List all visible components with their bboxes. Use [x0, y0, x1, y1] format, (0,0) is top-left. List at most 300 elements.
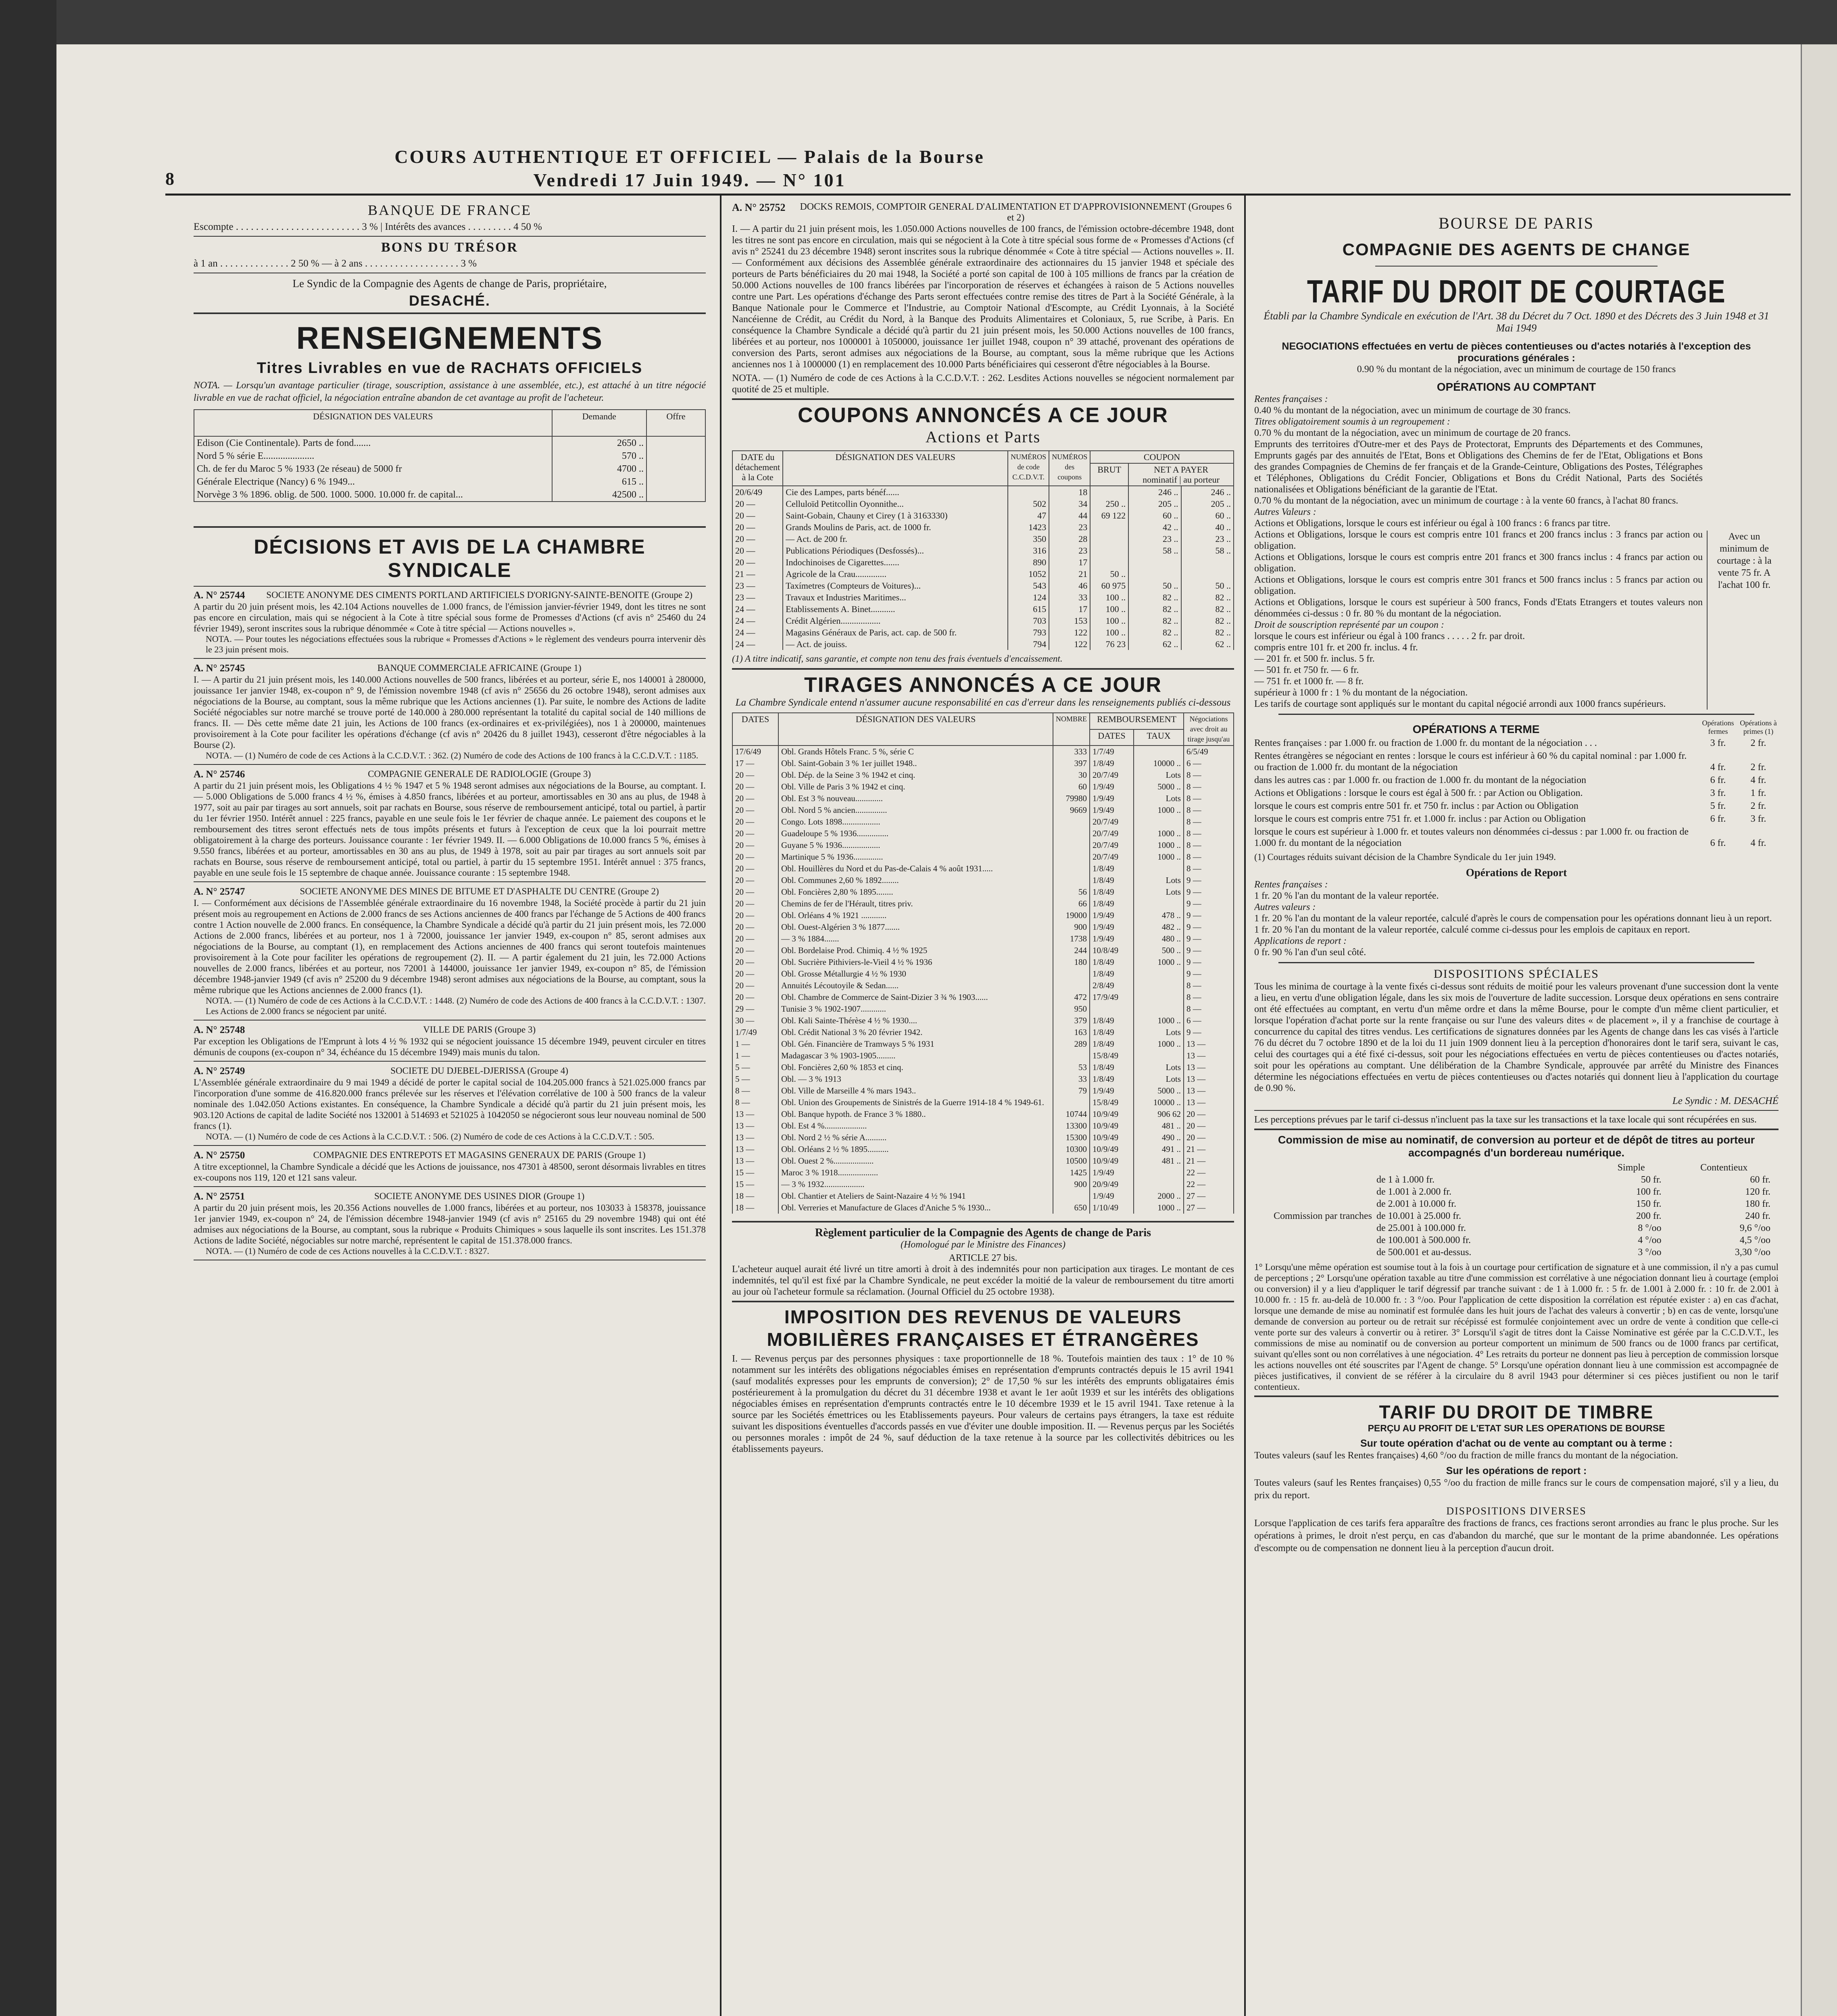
renseignements-title: RENSEIGNEMENTS: [296, 320, 603, 356]
col-header: Offre: [646, 410, 705, 436]
avis-heading: [194, 1025, 706, 1036]
table-cell: 82 ..: [1181, 627, 1234, 638]
renseignements-subtitle: Titres Livrables en vue de RACHATS OFFICIELS: [256, 360, 643, 377]
table-row: Ch. de fer du Maroc 5 % 1933 (2e réseau) de 5000 fr 4700 ..: [194, 462, 705, 475]
table-row: [732, 851, 1234, 863]
courtage-subtitle: Établi par la Chambre Syndicale en exécution de l'Art. 38 du Décret du 7 Oct. 1890 et des Décrets des 3 Juin 1948 et 31 Mai 1949: [1264, 310, 1769, 334]
table-cell: 120 fr.: [1745, 1187, 1770, 1197]
table-cell: Obl. Foncières 2,60 % 1853 et cinq.: [778, 1062, 1053, 1073]
table-cell: 79: [1053, 1085, 1090, 1097]
terme-prime: 2 fr.: [1750, 801, 1766, 811]
terme-row: [1254, 737, 1779, 749]
report-lines: [1254, 879, 1779, 958]
table-cell: 100 ..: [1090, 615, 1128, 627]
table-cell: 1/8/49: [1090, 758, 1134, 769]
table-row: [732, 945, 1234, 956]
table-cell: 20 —: [1184, 1132, 1234, 1143]
table-cell: 66: [1053, 898, 1090, 910]
table-row: [732, 781, 1234, 793]
table-cell: 1/8/49: [1090, 956, 1134, 968]
table-cell: 906 62: [1134, 1108, 1184, 1120]
table-row: [732, 1085, 1234, 1097]
table-cell: [1128, 568, 1181, 580]
decisions-title: DÉCISIONS ET AVIS DE LA CHAMBRE SYNDICALE: [254, 535, 646, 581]
table-row: [732, 898, 1234, 910]
table-cell: 20 —: [1184, 1108, 1234, 1120]
table-cell: 9 —: [1184, 945, 1234, 956]
table-cell: 794: [1008, 638, 1049, 650]
table-cell: [1053, 1050, 1090, 1062]
report-line: Autres valeurs :: [1254, 902, 1316, 912]
table-cell: 650: [1053, 1202, 1090, 1214]
table-cell: Obl. Chambre de Commerce de Saint-Dizier 3 ¾ % 1903......: [778, 991, 1053, 1003]
table-cell: [1134, 863, 1184, 875]
table-cell: [1090, 1003, 1134, 1015]
report-heading: Opérations de Report: [1466, 866, 1567, 879]
tarif-line: Actions et Obligations, lorsque le cours est supérieur à 500 francs, Fonds d'Etats Etrangers et toutes valeurs non dénommées ci-dessus : 0 fr. 80 % du montant de la négociation.: [1254, 597, 1703, 619]
table-cell: 9 —: [1184, 910, 1234, 921]
table-row: [732, 746, 1234, 758]
table-cell: de 1 à 1.000 fr.: [1376, 1175, 1435, 1185]
table-cell: 1738: [1053, 933, 1090, 945]
table-cell: Cie des Lampes, parts bénéf......: [783, 486, 1008, 498]
table-cell: 79980: [1053, 793, 1090, 804]
table-cell: 246 ..: [1181, 486, 1234, 498]
table-row: [732, 603, 1234, 615]
terme-prime: 4 fr.: [1750, 775, 1766, 785]
col-header: DÉSIGNATION DES VALEURS: [194, 410, 552, 436]
table-cell: 5000 ..: [1134, 781, 1184, 793]
table-row: [732, 793, 1234, 804]
newspaper-title: COURS AUTHENTIQUE ET OFFICIEL — Palais de la Bourse: [394, 146, 985, 167]
table-cell: Obl. Foncières 2,80 % 1895........: [778, 886, 1053, 898]
table-cell: 30: [1053, 769, 1090, 781]
table-cell: 1000 ..: [1134, 1015, 1184, 1027]
table-cell: 20 —: [732, 921, 778, 933]
table-cell: [1053, 851, 1090, 863]
table-cell: 46: [1049, 580, 1090, 591]
table-cell: [1053, 828, 1090, 839]
table-row: [732, 875, 1234, 886]
syndic-name: DESACHÉ.: [409, 292, 491, 309]
tarif-line: supérieur à 1000 fr : 1 % du montant de la négociation.: [1254, 687, 1468, 698]
table-cell: 289: [1053, 1038, 1090, 1050]
terme-prime: 2 fr.: [1750, 762, 1766, 773]
table-cell: 1000 ..: [1134, 851, 1184, 863]
table-cell: 1/7/49: [732, 1027, 778, 1038]
table-cell: 18 —: [732, 1190, 778, 1202]
table-row: Nord 5 % série E..................... 570 ..: [194, 450, 705, 462]
table-cell: Obl. Kali Sainte-Thérèse 4 ½ % 1930....: [778, 1015, 1053, 1027]
avis-item: [194, 590, 706, 659]
table-cell: Obl. Ouest 2 %...................: [778, 1155, 1053, 1167]
table-cell: 9 —: [1184, 886, 1234, 898]
table-cell: 478 ..: [1134, 910, 1184, 921]
table-cell: [1134, 816, 1184, 828]
terme-ferme: 6 fr.: [1710, 814, 1726, 824]
terme-desc: lorsque le cours est compris entre 501 fr. et 750 fr. inclus : par Action ou Obligation: [1254, 801, 1578, 811]
table-cell: 20 —: [1184, 1120, 1234, 1132]
avis-number: A. N° 25748: [194, 1025, 245, 1035]
timbre-text: Lorsque l'application de ces tarifs fera apparaître des fractions de francs, ces fractions seront arrondies au franc le plus proche. Sur les opérations à primes, le droit n'est perçu, en cas d'abandon du marché, que sur le montant de la prime abandonnée. Les opérations d'escompte ou de compensation ne donnent lieu à la perception d'aucun droit.: [1254, 1518, 1779, 1554]
table-cell: 20 —: [732, 863, 778, 875]
avis-heading: [194, 1191, 706, 1202]
table-cell: 21 —: [732, 568, 783, 580]
table-cell: 44: [1049, 510, 1090, 521]
tirages-table: DATES DÉSIGNATION DES VALEURS NOMBRE REMBOURSEMENT Négociations avec droit au tirage jusqu'au DATES TAUX 17/6/49 Obl. Grands Hôtels Franc. 5 %, série C 333 1/7/49 6/5/49 17 — Obl. Saint-Gobain 3 % 1er juillet 1948.. 397 1/8/49 10000 .. 6 — 20 — Obl. Dép. de la Seine 3 % 1942 et cinq. 30 20/7/49 Lots 8 — 20 — Obl. Ville de Paris 3 % 1942 et cinq. 60 1/9/49 5000 .. 8 — 20 — Obl. Est 3 % nouveau............. 79980 1/9/49 Lots 8 — 20 — Obl. Nord 5 % ancien............... 9669 1/9/49 1000 .. 8 — 20 — Congo. Lots 1898.................. 20/7/49 8 — 20 — Guadeloupe 5 % 1936............... 20/7/49 1000 .. 8 — 20 — Guyane 5 % 1936.................. 20/7/49 1000 .. 8 — 20 — Martinique 5 % 1936.............. 20/7/49 1000 .. 8 — 20 — Obl. Houillères du Nord et du Pas-de-Calais 4 % août 1931..... 1/8/49 8 — 20 — Obl. Communes 2,60 % 1892........ 1/8/49 Lots 9 — 20 — Obl. Foncières 2,80 % 1895........ 56 1/8/49 Lots 9 — 20 — Chemins de fer de l'Hérault, titres priv. 66 1/8/49 9 — 20 — Obl. Orléans 4 % 1921 ............ 19000 1/9/49 478 .. 9 — 20 — Obl. Ouest-Algérien 3 % 1877....... 900 1/9/49 482 .. 9 — 20 — — 3 % 1884....... 1738 1/9/49 480 .. 9 — 20 — Obl. Bordelaise Prod. Chimiq. 4 ½ % 1925 244 10/8/49 500 .. 9 — 20 — Obl. Sucrière Pithiviers-le-Vieil 4 ½ % 1936 180 1/8/49 1000 .. 9 — 20 — Obl. Grosse Métallurgie 4 ½ % 1930 1/8/49 9 — 20 — Annuités Lécoutoyile & Sedan...... 2/8/49 8 — 20 — Obl. Chambre de Commerce de Saint-Dizier 3 ¾ % 1903...... 472 17/9/49 8 — 29 — Tunisie 3 % 1902-1907............ 950 8 — 30 — Obl. Kali Sainte-Thérèse 4 ½ % 1930.... 379 1/8/49 1000 .. 6 — 1/7/49 Obl. Crédit National 3 % 20 février 1942. 163 1/8/49 Lots 9 — 1 — Obl. Gén. Financière de Tramways 5 % 1931 289 1/8/49 1000 .. 13 — 1 — Madagascar 3 % 1903-1905......... 15/8/49 13 — 5 — Obl. Foncières 2,60 % 1853 et cinq. 53 1/8/49 Lots 13 — 5 — Obl. — 3 % 1913 33 1/8/49 Lots 13 — 8 — Obl. Ville de Marseille 4 % mars 1943.. 79 1/9/49 5000 .. 13 — 8 — Obl. Union des Groupements de Sinistrés de la Guerre 1914-18 4 % 1949-61. 15/8/49 10000 .. 13 — 13 — Obl. Banque hypoth. de France 3 % 1880.. 10744 10/9/49 906 62 20 — 13 — Obl. Est 4 %.................... 13300 10/9/49 481 .. 20 — 13 — Obl. Nord 2 ½ % série A.......... 15300 10/9/49 490 .. 20 — 13 — Obl. Orléans 2 ½ % 1895.......... 10300 10/9/49 491 .. 21 — 13 — Obl. Ouest 2 %................... 10500 10/9/49 481 .. 21 — 15 — Maroc 3 % 1918................... 1425 1/9/49 22 — 15 — — 3 % 1932................... 900 20/9/49 22 — 18 — Obl. Chantier et Ateliers de Saint-Nazaire 4 ½ % 1941 1/9/49 2000 .. 27 — 18 — Obl. Verreries et Manufacture de Glaces d'Aniche 5 % 1930... 650 1/10/49 1000 .. 27 —: [732, 712, 1234, 1214]
table-cell: [1053, 816, 1090, 828]
column-divider: [720, 196, 721, 2016]
table-cell: 9 —: [1184, 933, 1234, 945]
table-cell: 890: [1008, 556, 1049, 568]
table-row: [1254, 1234, 1779, 1246]
terme-desc: lorsque le cours est compris entre 751 fr. et 1.000 fr. inclus : par Action ou Obligation: [1254, 814, 1586, 824]
table-cell: 1 —: [732, 1050, 778, 1062]
table-row: [732, 1003, 1234, 1015]
table-cell: 20 —: [732, 956, 778, 968]
table-cell: 50 ..: [1128, 580, 1181, 591]
table-cell: 23 —: [732, 580, 783, 591]
issue-date: Vendredi 17 Juin 1949. — N° 101: [533, 170, 846, 190]
table-cell: 33: [1049, 591, 1090, 603]
table-cell: 100 ..: [1090, 627, 1128, 638]
table-cell: 1/9/49: [1090, 921, 1134, 933]
table-cell: 13 —: [732, 1143, 778, 1155]
table-row: [1254, 1210, 1779, 1222]
page-number: 8: [165, 169, 174, 189]
table-cell: 900: [1053, 921, 1090, 933]
terme-prime: 1 fr.: [1750, 788, 1766, 798]
table-row: Générale Electrique (Nancy) 6 % 1949... 615 ..: [194, 475, 705, 488]
table-row: [732, 863, 1234, 875]
avis-item: [194, 1150, 706, 1187]
table-cell: [1090, 556, 1128, 568]
table-cell: 13 —: [732, 1155, 778, 1167]
table-cell: 60 fr.: [1750, 1175, 1770, 1185]
table-cell: 379: [1053, 1015, 1090, 1027]
table-cell: 480 ..: [1134, 933, 1184, 945]
table-row: [732, 533, 1234, 545]
table-row: [1254, 1246, 1779, 1258]
avis-item: [194, 663, 706, 765]
avis-item: [194, 1025, 706, 1062]
table-cell: 163: [1053, 1027, 1090, 1038]
tirages-title: TIRAGES ANNONCÉS A CE JOUR: [804, 673, 1162, 697]
bourse-title: BOURSE DE PARIS: [1439, 214, 1594, 232]
table-cell: [1053, 1190, 1090, 1202]
commission-label: Commission par tranches: [1274, 1211, 1372, 1221]
article-heading: ARTICLE 27 bis.: [949, 1253, 1018, 1263]
table-cell: 20 —: [732, 968, 778, 980]
table-cell: 18: [1049, 486, 1090, 498]
tarif-line: Actions et Obligations, lorsque le cours est compris entre 201 francs et 300 francs inclus : 4 francs par action ou obligation.: [1254, 552, 1703, 574]
table-row: [732, 758, 1234, 769]
table-cell: 8 —: [1184, 991, 1234, 1003]
table-cell: 8 —: [732, 1097, 778, 1108]
table-cell: 6 —: [1184, 1015, 1234, 1027]
table-cell: 900: [1053, 1179, 1090, 1190]
table-cell: 20 —: [732, 804, 778, 816]
table-row: [1254, 1186, 1779, 1198]
table-cell: 9 —: [1184, 898, 1234, 910]
table-row: [732, 1120, 1234, 1132]
table-row: Norvège 3 % 1896. oblig. de 500. 1000. 5000. 10.000 fr. de capital... 42500 ..: [194, 488, 705, 502]
avis-number: A. N° 25746: [194, 769, 245, 780]
table-cell: 20/7/49: [1090, 769, 1134, 781]
table-cell: 8 —: [1184, 839, 1234, 851]
table-row: [732, 1050, 1234, 1062]
terme-prime: 2 fr.: [1750, 738, 1766, 748]
table-cell: 9 —: [1184, 875, 1234, 886]
table-row: [732, 956, 1234, 968]
table-cell: 40 ..: [1181, 521, 1234, 533]
table-cell: 24 —: [732, 615, 783, 627]
table-cell: 1000 ..: [1134, 839, 1184, 851]
table-cell: Publications Périodiques (Desfossés)...: [783, 545, 1008, 556]
avis-nota: NOTA. — (1) Numéro de code de ces Actions nouvelles à la C.C.D.V.T. : 8327.: [206, 1246, 490, 1256]
table-cell: 10000 ..: [1134, 1097, 1184, 1108]
table-cell: 82 ..: [1128, 615, 1181, 627]
table-cell: 17/9/49: [1090, 991, 1134, 1003]
table-row: [732, 933, 1234, 945]
table-row: [732, 498, 1234, 510]
table-cell: 1/9/49: [1090, 933, 1134, 945]
table-cell: Madagascar 3 % 1903-1905.........: [778, 1050, 1053, 1062]
table-cell: 1/9/49: [1090, 910, 1134, 921]
rachats-table: [194, 409, 706, 502]
table-cell: 60: [1053, 781, 1090, 793]
table-cell: [1053, 839, 1090, 851]
table-cell: 20 —: [732, 980, 778, 991]
table-cell: 62 ..: [1181, 638, 1234, 650]
table-cell: [1134, 968, 1184, 980]
table-cell: 58 ..: [1128, 545, 1181, 556]
table-cell: — Act. de jouiss.: [783, 638, 1008, 650]
tarif-line: Titres obligatoirement soumis à un regroupement :: [1254, 417, 1450, 427]
table-row: [732, 968, 1234, 980]
table-cell: 20/7/49: [1090, 839, 1134, 851]
table-cell: 13 —: [1184, 1073, 1234, 1085]
table-cell: Obl. Communes 2,60 % 1892........: [778, 875, 1053, 886]
table-cell: 28: [1049, 533, 1090, 545]
avis-body: L'Assemblée générale extraordinaire du 9 mai 1949 a décidé de porter le capital social de 104.205.000 francs à 521.025.000 francs par l'incorporation d'une somme de 416.820.000 francs prélevée sur les réserves et l'élévation corrélative de 100 à 500 francs de la valeur nominale des 1.042.050 Actions existantes. En conséquence, la Chambre Syndicale a décidé qu'à partir du 21 juin présent mois, les 903.120 Actions de capital de ladite Société nos 132001 à 514693 et 521025 à 1042050 se négocieront sous leur nouveau nominal de 500 francs (1).: [194, 1077, 706, 1131]
table-row: [732, 1167, 1234, 1179]
avis-item: [194, 1191, 706, 1260]
avis-nota: NOTA. — (1) Numéro de code de ces Actions à la C.C.D.V.T. : 362. (2) Numéro de code des Actions de 100 francs à la C.C.D.V.T. : 1185.: [206, 750, 699, 760]
table-cell: de 2.001 à 10.000 fr.: [1376, 1199, 1456, 1209]
table-cell: 10300: [1053, 1143, 1090, 1155]
avis-company: SOCIETE ANONYME DES MINES DE BITUME ET D'ASPHALTE DU CENTRE (Groupe 2): [300, 886, 659, 896]
table-cell: de 100.001 à 500.000 fr.: [1376, 1235, 1471, 1245]
commission-label: [1254, 1186, 1376, 1198]
terme-ferme: 6 fr.: [1710, 775, 1726, 785]
table-cell: Obl. Grosse Métallurgie 4 ½ % 1930: [778, 968, 1053, 980]
table-cell: 8 —: [1184, 804, 1234, 816]
table-cell: 56: [1053, 886, 1090, 898]
coupons-note: (1) A titre indicatif, sans garantie, et compte non tenu des frais éventuels d'encaissement.: [732, 654, 1063, 664]
table-row: [732, 980, 1234, 991]
table-cell: 5 —: [732, 1062, 778, 1073]
table-cell: 1425: [1053, 1167, 1090, 1179]
terme-row: [1254, 787, 1779, 799]
table-cell: 1/8/49: [1090, 863, 1134, 875]
avis-heading: [194, 590, 706, 601]
reglement-subtitle: (Homologué par le Ministre des Finances): [900, 1239, 1066, 1250]
column-middle: [732, 202, 1234, 2016]
table-cell: Obl. Banque hypoth. de France 3 % 1880..: [778, 1108, 1053, 1120]
tarif-line: Actions et Obligations, lorsque le cours est compris entre 301 francs et 500 francs inclus : 5 francs par action ou obligation.: [1254, 575, 1703, 596]
column-left: [194, 202, 706, 2016]
table-cell: 1/8/49: [1090, 886, 1134, 898]
table-cell: 9 —: [1184, 968, 1234, 980]
table-cell: [1090, 521, 1128, 533]
table-cell: 60 975: [1090, 580, 1128, 591]
table-cell: 19000: [1053, 910, 1090, 921]
avis-heading: [194, 1066, 706, 1077]
table-cell: 20 —: [732, 533, 783, 545]
avis-number: A. N° 25744: [194, 590, 245, 601]
table-cell: 950: [1053, 1003, 1090, 1015]
table-row: [1254, 1222, 1779, 1234]
avis-body: A partir du 21 juin présent mois, les Obligations 4 ½ % 1947 et 5 % 1948 seront admises aux négociations de la Bourse, au comptant. I. — 5.000 Obligations de 5.000 francs 4 ½ %, émises à 4.850 francs, libérées et au porteur, amortissables en 30 ans au plus, de 1948 à 1977, soit au pair par tirages au sort annuels, soit par rachats en Bourse, sous réserve de remboursement anticipé, total ou partiel, à partir du 1er février 1950. Intérêt annuel : 225 francs, payable en une seule fois le 1er février de chaque année. Le paiement des coupons et le remboursement des titres seront effectués nets de tous impôts présents et futurs à l'exception de ceux que la loi pourrait mettre obligatoirement à la charge des porteurs. Jouissance courante : 1er février 1949. II. — 6.000 Obligations de 10.000 francs 5 %, émises à 9.550 francs, libérées et au porteur, amortissables en 30 ans au plus, de 1949 à 1978, soit au pair par tirages au sort annuels soit par rachats en Bourse, sous réserve de remboursement anticipé, total ou partiel, à partir du 15 septembre 1951. Intérêt annuel : 375 francs, payable en une seule fois le 15 septembre de chaque année. Jouissance courante : 15 septembre 1948.: [194, 781, 706, 878]
tarif-line: — 501 fr. et 750 fr. — 6 fr.: [1254, 665, 1359, 675]
table-cell: 20/9/49: [1090, 1179, 1134, 1190]
table-cell: 1/7/49: [1090, 746, 1134, 758]
timbre-heading: Sur toute opération d'achat ou de vente au comptant ou à terme :: [1360, 1438, 1673, 1449]
tarif-line: Autres Valeurs :: [1254, 507, 1316, 517]
table-cell: 20 —: [732, 933, 778, 945]
avis-heading: [194, 886, 706, 898]
table-cell: 20 —: [732, 498, 783, 510]
negociations-heading: NEGOCIATIONS effectuées en vertu de pièces contentieuses ou d'actes notariés à l'exception des procurations générales :: [1282, 341, 1751, 364]
table-cell: 100 ..: [1090, 591, 1128, 603]
table-row: [732, 1202, 1234, 1214]
timbre-title: TARIF DU DROIT DE TIMBRE: [1379, 1402, 1654, 1422]
avis-heading: A. N° 25752 DOCKS REMOIS, COMPTOIR GENERAL D'ALIMENTATION ET D'APPROVISIONNEMENT (Groupes 6 et 2): [732, 202, 1232, 223]
table-cell: 50 ..: [1181, 580, 1234, 591]
table-cell: 180 fr.: [1745, 1199, 1770, 1209]
table-cell: 20 —: [732, 816, 778, 828]
table-cell: 8 —: [1184, 863, 1234, 875]
table-cell: 17 —: [732, 758, 778, 769]
table-cell: 502: [1008, 498, 1049, 510]
table-cell: de 1.001 à 2.000 fr.: [1376, 1187, 1451, 1197]
table-cell: 21: [1049, 568, 1090, 580]
table-cell: 1/8/49: [1090, 1027, 1134, 1038]
coupons-table: DATE du détachement à la Cote DÉSIGNATION DES VALEURS NUMÉROS de code C.C.D.V.T. NUMÉROS des coupons COUPON BRUT NET A PAYER nominatif | au porteur 20/6/49 Cie des Lampes, parts bénéf...... 18 246 .. 246 .. 20 — Celluloïd Petitcollin Oyonnithe... 502 34 250 .. 205 .. 205 .. 20 — Saint-Gobain, Chauny et Cirey (1 à 3163330) 47 44 69 122 60 .. 60 .. 20 — Grands Moulins de Paris, act. de 1000 fr. 1423 23 42 .. 40 .. 20 — — Act. de 200 fr. 350 28 23 .. 23 .. 20 — Publications Périodiques (Desfossés)... 316 23 58 .. 58 .. 20 — Indochinoises de Cigarettes....... 890 17 21 — Agricole de la Crau.............. 1052 21 50 .. 23 — Taxímetres (Compteurs de Voitures)... 543 46 60 975 50 .. 50 .. 23 — Travaux et Industries Maritimes... 124 33 100 .. 82 .. 82 .. 24 — Etablissements A. Binet........... 615 17 100 .. 82 .. 82 .. 24 — Crédit Algérien.................. 703 153 100 .. 82 .. 82 .. 24 — Magasins Généraux de Paris, act. cap. de 500 fr. 793 122 100 .. 82 .. 82 .. 24 — — Act. de jouiss. 794 122 76 23 62 .. 62 ..: [732, 450, 1234, 650]
table-row: [732, 627, 1234, 638]
coupons-title: COUPONS ANNONCÉS A CE JOUR: [798, 404, 1168, 427]
table-cell: 9 —: [1184, 956, 1234, 968]
table-cell: 20 —: [732, 769, 778, 781]
tarif-line: 0.70 % du montant de la négociation, avec un minimum de courtage : à la vente 60 francs, à l'achat 80 francs.: [1254, 496, 1679, 506]
table-cell: 4,5 °/oo: [1739, 1235, 1770, 1245]
table-row: [732, 769, 1234, 781]
table-cell: 10/9/49: [1090, 1120, 1134, 1132]
report-line: Applications de report :: [1254, 936, 1347, 946]
table-cell: 69 122: [1090, 510, 1128, 521]
compagnie-title: COMPAGNIE DES AGENTS DE CHANGE: [1342, 240, 1691, 259]
table-cell: Obl. Verreries et Manufacture de Glaces d'Aniche 5 % 1930...: [778, 1202, 1053, 1214]
commission-label: [1254, 1174, 1376, 1186]
commission-label: [1254, 1222, 1376, 1234]
col-header: Demande: [552, 410, 646, 436]
table-cell: Guadeloupe 5 % 1936...............: [778, 828, 1053, 839]
table-cell: 15300: [1053, 1132, 1090, 1143]
table-cell: 6/5/49: [1184, 746, 1234, 758]
table-cell: 22 —: [1184, 1179, 1234, 1190]
table-row: [732, 804, 1234, 816]
avis-number: A. N° 25750: [194, 1150, 245, 1161]
table-cell: 490 ..: [1134, 1132, 1184, 1143]
table-cell: 1/9/49: [1090, 1167, 1134, 1179]
table-cell: 10/9/49: [1090, 1132, 1134, 1143]
table-cell: 246 ..: [1128, 486, 1181, 498]
table-row: [732, 816, 1234, 828]
avis-nota: NOTA. — (1) Numéro de code de ces Actions à la C.C.D.V.T. : 262. Lesdites Actions nouvelles se négocient normalement par quotité de 25 et multiple.: [732, 373, 1234, 395]
reglement-title: Règlement particulier de la Compagnie des Agents de change de Paris: [815, 1227, 1151, 1239]
table-row: [732, 556, 1234, 568]
table-cell: 47: [1008, 510, 1049, 521]
comptant-lines: [1254, 394, 1703, 710]
table-cell: 10/9/49: [1090, 1143, 1134, 1155]
avis-body: A partir du 20 juin présent mois, les 42.104 Actions nouvelles de 1.000 francs, de l'émission janvier-février 1949, dont les titres ne sont pas encore en circulation, mais qui se négocient à la Cote à titre spécial sous forme de Promesses d'Actions (cf avis n° 25460 du 24 février 1949), seront inscrites sous la rubrique dénommée « Cote à titre spécial — Actions nouvelles ».: [194, 602, 706, 633]
article-body: L'acheteur auquel aurait été livré un titre amorti à droit à des indemnités pour non participation aux tirages. Le montant de ces indemnités, tel qu'il est fixé par la Chambre Syndicale, ne peut excéder la moitié de la valeur de remboursement du titre amorti au jour où l'acheteur formule sa réclamation. (Journal Officiel du 25 octobre 1938).: [732, 1264, 1234, 1297]
table-cell: [1053, 968, 1090, 980]
terme-row: [1254, 826, 1779, 849]
table-cell: — Act. de 200 fr.: [783, 533, 1008, 545]
table-cell: [1090, 545, 1128, 556]
banque-title: BANQUE DE FRANCE: [367, 202, 532, 218]
timbre-subtitle: PERÇU AU PROFIT DE L'ETAT SUR LES OPERATIONS DE BOURSE: [1368, 1423, 1665, 1433]
renseignements-nota: NOTA. — Lorsqu'un avantage particulier (tirage, souscription, assistance à une assemblée, etc.), est attaché à un titre négocié livrable en vue de rachat officiel, la négociation entraîne abandon de cet avantage au profit de l'acheteur.: [194, 380, 706, 403]
terme-ferme: 6 fr.: [1710, 838, 1726, 848]
table-cell: Obl. Orléans 2 ½ % 1895..........: [778, 1143, 1053, 1155]
table-cell: 350: [1008, 533, 1049, 545]
table-cell: 20 —: [732, 521, 783, 533]
table-cell: [1053, 863, 1090, 875]
table-cell: 500 ..: [1134, 945, 1184, 956]
table-cell: 24 —: [732, 603, 783, 615]
imposition-body: I. — Revenus perçus par des personnes physiques : taxe proportionnelle de 18 %. Toutefois maintien des taux : 1° de 10 % notamment sur les intérêts des obligations négociables émises en représentation d'emprunts contractés depuis le 15 avril 1941 (sauf modalités expresses pour les emprunts de conversion); 2° de 17,50 % sur les intérêts des emprunts obligataires émis postérieurement à la promulgation du décret du 31 décembre 1938 et avant le 1er août 1939 et sur les intérêts des obligations négociables émises en représentation d'emprunts contractés entre le 10 décembre 1939 et le 15 avril 1941. Taxe retenue à la source par les Sociétés émettrices ou les Etablissements payeurs. Pour valeurs de certains pays étrangers, la taxe est réduite suivant les dispositions éventuelles d'accords passés en vue d'éviter une double imposition. II. — Revenus perçus par les Sociétés ou personnes morales : impôt de 24 %, sauf déduction de la taxe retenue à la source par les collectivités débitrices ou les établissements payeurs.: [732, 1354, 1234, 1454]
table-cell: 8 —: [1184, 980, 1234, 991]
table-cell: 481 ..: [1134, 1120, 1184, 1132]
column-right: BOURSE DE PARIS COMPAGNIE DES AGENTS DE CHANGE TARIF DU DROIT DE COURTAGE Établi par la Chambre Syndicale en exécution de l'Art. 38 du Décret du 7 Oct. 1890 et des Décrets des 3 Juin 1948 et 31 Mai 1949 NEGOCIATIONS effectuées en vertu de pièces contentieuses ou d'actes notariés à l'exception des procurations générales : 0.90 % du montant de la négociation, avec un minimum de courtage de 150 francs OPÉRATIONS AU COMPTANT Rentes françaises : 0.40 % du montant de la négociation, avec un minimum de courtage de 30 francs. Titres obligatoirement soumis à un regroupement : 0.70 % du montant de la négociation, avec un minimum de courtage de 20 francs. Emprunts des territoires d'Outre-mer et des Pays de Protectorat, Emprunts des Départements et des Communes, Emprunts gagés par des annuités de l'Etat, Bons et Obligations des Chemins de fer de l'Etat, Obligations et Bons des grandes Compagnies de Chemins de fer français et de la Grande-Ceinture, Obligations des Postes, Télégraphes et Téléphones, Obligations du Crédit Foncier, Obligations et Bons du Crédit National, Parts des Sociétés nationalisées et Obligations bénéficiant de la garantie de l'Etat. 0.70 % du montant de la négociation, avec un minimum de courtage : à la vente 60 francs, à l'achat 80 francs. Autres Valeurs : Actions et Obligations, lorsque le cours est inférieur ou égal à 100 francs : 6 francs par titre. Actions et Obligations, lorsque le cours est compris entre 101 francs et 200 francs inclus : 3 francs par action ou obligation. Actions et Obligations, lorsque le cours est compris entre 201 francs et 300 francs inclus : 4 francs par action ou obligation. Actions et Obligations, lorsque le cours est compris entre 301 francs et 500 francs inclus : 5 francs par action ou obligation. Actions et Obligations, lorsque le cours est supérieur à 500 francs, Fonds d'Etats Etrangers et toutes valeurs non dénommées ci-dessus : 0 fr. 80 % du montant de la négociation. Droit de souscription représenté par un coupon : lorsque le cours est inférieur ou égal à 100 francs . . . . . 2 fr. par droit. compris entre 101 fr. et 200 fr. inclus. 4 fr. — 201 fr. et 500 fr. inclus. 5 fr. — 501 fr. et 750 fr. — 6 fr. — 751 fr. et 1000 fr. — 8 fr. supérieur à 1000 fr : 1 % du montant de la négociation. Les tarifs de courtage sont appliqués sur le montant du capital négocié arrondi aux 1000 francs supérieurs. Avec un minimum de courtage : à la vente 75 fr. A l'achat 100 fr. OPÉRATIONS A TERME Opérations fermes Opérations à primes (1) Rentes françaises : par 1.000 fr. ou fraction de 1.000 fr. du montant de la négociation . . . 3 fr. 2 fr. Rentes étrangères se négociant en rentes : lorsque le cours est inférieur à 60 % du capital nominal : par 1.000 fr. ou fraction de 1.000 fr. du montant de la négociation 4 fr. 2 fr. dans les autres cas : par 1.000 fr. ou fraction de 1.000 fr. du montant de la négociation 6 fr. 4 fr. Actions et Obligations : lorsque le cours est égal à 500 fr. : par Action ou Obligation. 3 fr. 1 fr. lorsque le cours est compris entre 501 fr. et 750 fr. inclus : par Action ou Obligation 5 fr. 2 fr. lorsque le cours est compris entre 751 fr. et 1.000 fr. inclus : par Action ou Obligation 6 fr. 3 fr. lorsque le cours est supérieur à 1.000 fr. et toutes valeurs non dénommées ci-dessus : par 1.000 fr. ou fraction de 1.000 fr. du montant de la négociation 6 fr. 4 fr. (1) Courtages réduits suivant décision de la Chambre Syndicale du 1er juin 1949. Opérations de Report Rentes françaises : 1 fr. 20 % l'an du montant de la valeur reportée. Autres valeurs : 1 fr. 20 % l'an du montant de la valeur reportée, calculé d'après le cours de compensation pour les opérations donnant lieu à un report. 1 fr. 20 % l'an du montant de la valeur reportée, calculé comme ci-dessus pour les emplois de capitaux en report. Applications de report : 0 fr. 90 % l'an d'un seul côté. DISPOSITIONS SPÉCIALES Tous les minima de courtage à la vente fixés ci-dessus sont réduits de moitié pour les valeurs provenant d'une succession dont la vente a lieu, en vertu d'une obligation légale, dans les six mois de l'ouverture de ladite succession. Lorsque deux opérations en sens contraire ont été effectuées au comptant, en vertu d'un même ordre et dans la même Bourse, pour le compte d'un même client particulier, et lorsque l'opération d'achat porte sur la rente française ou sur l'une des valeurs dites « de placement », il y a franchise de courtage à concurrence du capital des titres vendus. Les certifications de signatures données par les Agents de change dans les cas visés à l'article 76 du décret du 7 octobre 1890 et de la loi du 11 juin 1909 donnent lieu à la perception d'honoraires dont le tarif sera, suivant le cas, celui des courtages qui a été fixé ci-dessus, soit pour les négociations effectuées en vertu de pièces contentieuses ou d'actes notariés, soit pour les opérations au comptant. Une délibération de la Chambre Syndicale, approuvée par arrêté du Ministre des Finances détermine les négociations effectuées en vertu de pièces contentieuses ou d'actes notariés qui donnent lieu à l'application du courtage de 0.90 %. Le Syndic : M. DESACHÉ Les perceptions prévues par le tarif ci-dessus n'incluent pas la taxe sur les transactions et la taxe locale qui sont récupérées en sus. Commission de mise au nominatif, de conversion au porteur et de dépôt de titres au porteur accompagnés d'un bordereau numérique. Simple Contentieux de 1 à 1.000 fr. 50 fr. 60 fr. de 1.001 à 2.000 fr. 100 fr. 120 fr. de 2.001 à 10.000 fr. 150 fr. 180 fr. Commission par tranches de 10.001 à 25.000 fr. 200 fr. 240 fr. de 25.001 à 100.000 fr. 8 °/oo 9,6 °/oo de 100.001 à 500.000 fr. 4 °/oo 4,5 °/oo de 500.001 et au-dessus. 3 °/oo 3,30 °/oo 1° Lorsqu'une même opération est soumise tout à la fois à un courtage pour certification de signature et à une commission, il n'y a pas cumul de perceptions ; 2° Lorsqu'une opération taxable au titre d'une commission est corrélative à une négociation donnant lieu à courtage (emploi ou conversion) il y a lieu d'appliquer le tarif dégressif par tranche suivant : de 1 à 1.000 fr. : 5 fr. de 1.001 à 2.000 fr. : 10 fr. de 2.001 à 10.000 fr. : 15 fr. au-delà de 10.000 fr. : 3 °/oo. Pour l'application de cette disposition la corrélation est réputée exister : a) en cas d'achat, lorsque une demande de mise au nominatif est formulée dans les huit jours de l'achat des valeurs à convertir ; b) en cas de vente, lorsqu'une demande de conversion au porteur ou de retrait sur récépissé est formulée conjointement avec un ordre de vente à condition que celle-ci vente porte sur des valeurs à convertir ou à retirer. 3° Lorsqu'il s'agit de titres dont la Caisse Nominative est gérée par la C.C.D.V.T., les commissions de mise au nominatif ou de conversion au porteur comportent un minimum de 500 francs ou de 1000 francs par certificat, suivant qu'elles sont ou non corrélatives à une négociation. 4° Les retraits du porteur ne donnent pas lieu à perception de commission lorsque les actions nouvelles ont été souscrites par l'Agent de change. 5° Lorsqu'une opération donnant lieu à une commission est accompagnée de pièces justificatives, il convient de se référer à la circulaire du 8 avril 1943 pour déterminer si ces pièces justifient ou non le tarif contentieux. TARIF DU DROIT DE TIMBRE PERÇU AU PROFIT DE L'ETAT SUR LES OPERATIONS DE BOURSE Sur toute opération d'achat ou de vente au comptant ou à terme : Toutes valeurs (sauf les Rentes françaises) 4,60 °/oo du fraction de mille francs du montant de la négociation. Sur les opérations de report : Toutes valeurs (sauf les Rentes françaises) 0,55 °/oo du fraction de mille francs sur le cours de compensation majoré, s'il y a lieu, du prix du report. DISPOSITIONS DIVERSES Lorsque l'application de ces tarifs fera apparaître des fractions de francs, ces fractions seront arrondies au franc le plus proche. Sur les opérations à primes, le droit n'est perçu, en cas d'abandon du marché, que sur le montant de la prime abandonnée. Les opérations d'escompte ou de compensation ne donnent lieu à la perception d'aucun droit.: [1254, 202, 1779, 2016]
terme-ferme: 3 fr.: [1710, 738, 1726, 748]
scan-margin: [0, 0, 56, 2016]
table-cell: 1/9/49: [1090, 1085, 1134, 1097]
table-row: [732, 1179, 1234, 1190]
table-cell: Annuités Lécoutoyile & Sedan......: [778, 980, 1053, 991]
table-cell: 29 —: [732, 1003, 778, 1015]
avis-company: SOCIETE DU DJEBEL-DJERISSA (Groupe 4): [390, 1066, 569, 1076]
timbre-text: Toutes valeurs (sauf les Rentes françaises) 0,55 °/oo du fraction de mille francs sur le cours de compensation majoré, s'il y a lieu, du prix du report.: [1254, 1478, 1779, 1501]
table-cell: Obl. Chantier et Ateliers de Saint-Nazaire 4 ½ % 1941: [778, 1190, 1053, 1202]
table-cell: 27 —: [1184, 1190, 1234, 1202]
table-cell: 1 —: [732, 1038, 778, 1050]
table-row: [732, 1038, 1234, 1050]
table-cell: Lots: [1134, 886, 1184, 898]
table-cell: Agricole de la Crau..............: [783, 568, 1008, 580]
table-row: [732, 921, 1234, 933]
table-cell: Obl. Nord 5 % ancien...............: [778, 804, 1053, 816]
table-row: [732, 568, 1234, 580]
table-row: [732, 638, 1234, 650]
table-cell: 1/9/49: [1090, 1190, 1134, 1202]
table-cell: Martinique 5 % 1936..............: [778, 851, 1053, 863]
terme-lines: [1254, 737, 1779, 849]
table-cell: Obl. Ouest-Algérien 3 % 1877.......: [778, 921, 1053, 933]
